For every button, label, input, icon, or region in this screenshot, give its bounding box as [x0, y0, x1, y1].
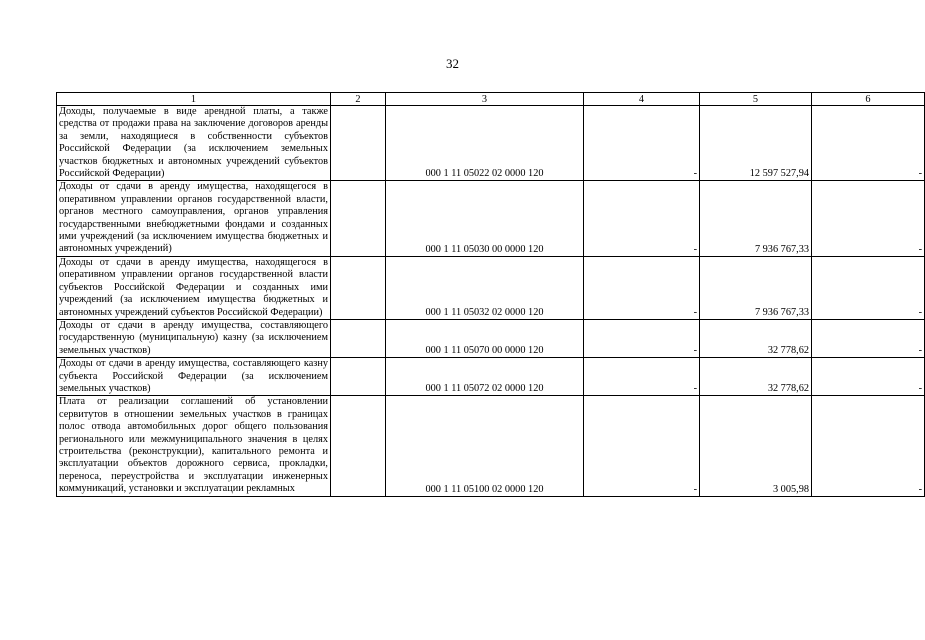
- row-col2: [331, 319, 386, 357]
- row-col2: [331, 256, 386, 319]
- row-amount: 12 597 527,94: [700, 106, 812, 181]
- row-amount: 7 936 767,33: [700, 256, 812, 319]
- table-row: [57, 319, 925, 357]
- table-row: [57, 181, 925, 256]
- row-description: Доходы от сдачи в аренду имущества, составляющего государственную (муниципальную) казну (за исключением земельных участков): [57, 319, 331, 357]
- row-col4: -: [584, 256, 700, 319]
- row-col4: -: [584, 181, 700, 256]
- table-row: [57, 358, 925, 396]
- row-col4: -: [584, 358, 700, 396]
- row-budget-code: 000 1 11 05032 02 0000 120: [386, 256, 584, 319]
- row-amount: 32 778,62: [700, 319, 812, 357]
- column-header: 3: [386, 93, 584, 106]
- row-col4: -: [584, 106, 700, 181]
- row-budget-code: 000 1 11 05030 00 0000 120: [386, 181, 584, 256]
- table-header-row: [57, 93, 925, 106]
- row-amount: 7 936 767,33: [700, 181, 812, 256]
- row-col6: -: [812, 181, 925, 256]
- row-description: Доходы от сдачи в аренду имущества, находящегося в оперативном управлении органов государственной власти, органов местного самоуправления, органов управления государственными внебюджетными фондами и созданных ими учреждений (за исключением имущества бюджетных и автономных учреждений): [57, 181, 331, 256]
- column-header: 6: [812, 93, 925, 106]
- row-col6: -: [812, 106, 925, 181]
- row-description: Доходы, получаемые в виде арендной платы, а также средства от продажи права на заключение договоров аренды за земли, находящиеся в собственности субъектов Российской Федерации (за исключением земельных участков бюджетных и автономных учреждений субъектов Российской Федерации): [57, 106, 331, 181]
- row-budget-code: 000 1 11 05100 02 0000 120: [386, 396, 584, 496]
- row-amount: 3 005,98: [700, 396, 812, 496]
- row-col6: -: [812, 256, 925, 319]
- row-col6: -: [812, 396, 925, 496]
- table-row: [57, 106, 925, 181]
- row-budget-code: 000 1 11 05070 00 0000 120: [386, 319, 584, 357]
- table-row: [57, 396, 925, 496]
- column-header: 1: [57, 93, 331, 106]
- page-number: 32: [446, 56, 459, 71]
- row-budget-code: 000 1 11 05022 02 0000 120: [386, 106, 584, 181]
- row-description: Плата от реализации соглашений об установлении сервитутов в отношении земельных участков в границах полос отвода автомобильных дорог общего пользования регионального или межмуниципального значения в целях строительства (реконструкции), капитального ремонта и эксплуатации объектов дорожного сервиса, прокладки, переноса, переустройства и эксплуатации инженерных коммуникаций, установки и эксплуатации рекламных: [57, 396, 331, 496]
- row-col2: [331, 181, 386, 256]
- row-description: Доходы от сдачи в аренду имущества, составляющего казну субъекта Российской Федерации (за исключением земельных участков): [57, 358, 331, 396]
- row-col6: -: [812, 358, 925, 396]
- row-col4: -: [584, 396, 700, 496]
- column-header: 4: [584, 93, 700, 106]
- row-budget-code: 000 1 11 05072 02 0000 120: [386, 358, 584, 396]
- row-col6: -: [812, 319, 925, 357]
- table-row: [57, 256, 925, 319]
- column-header: 2: [331, 93, 386, 106]
- row-col2: [331, 358, 386, 396]
- row-col4: -: [584, 319, 700, 357]
- revenue-table: [56, 92, 925, 497]
- row-description: Доходы от сдачи в аренду имущества, находящегося в оперативном управлении органов государственной власти субъектов Российской Федерации и созданных ими учреждений (за исключением имущества бюджетных и автономных учреждений субъектов Российской Федерации): [57, 256, 331, 319]
- row-col2: [331, 396, 386, 496]
- row-col2: [331, 106, 386, 181]
- row-amount: 32 778,62: [700, 358, 812, 396]
- column-header: 5: [700, 93, 812, 106]
